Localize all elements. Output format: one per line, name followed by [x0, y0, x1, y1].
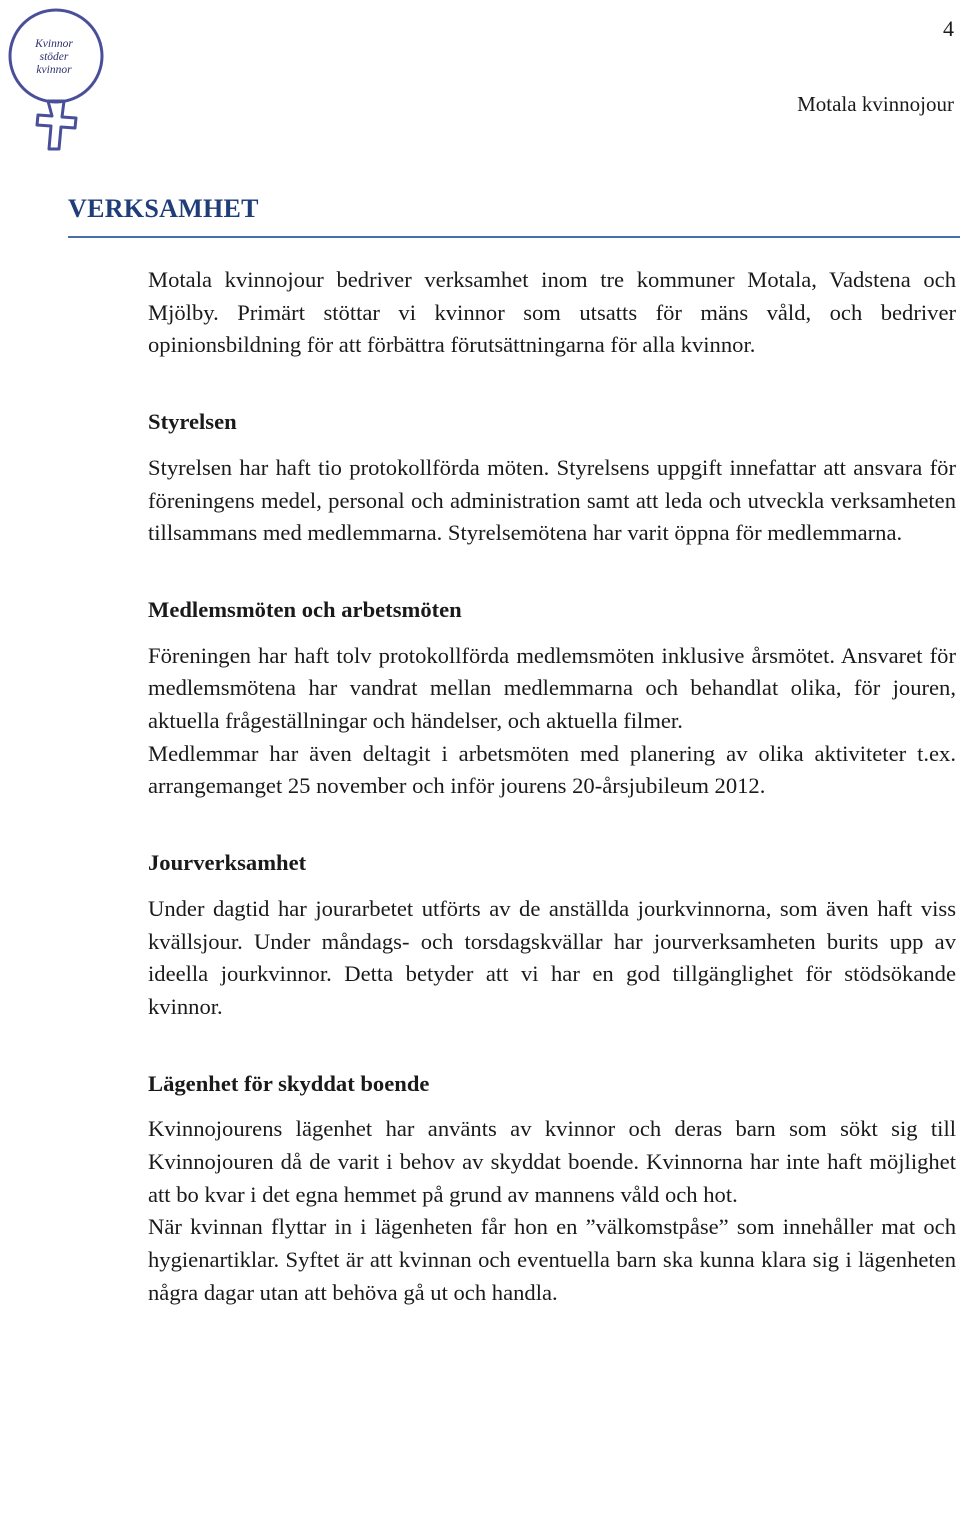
section-paragraph: Medlemmar har även deltagit i arbetsmöten med planering av olika aktiviteter t.ex. arrangemanget 25 november och inför jourens 20-årsjubileum 2012.	[148, 740, 956, 799]
organization-logo	[4, 4, 108, 152]
document-body	[148, 264, 956, 1310]
header-organization-name: Motala kvinnojour	[797, 92, 954, 116]
intro-paragraph: Motala kvinnojour bedriver verksamhet inom tre kommuner Motala, Vadstena och Mjölby. Primärt stöttar vi kvinnor som utsatts för mäns våld, och bedriver opinionsbildning för att förbättra förutsättningarna för alla kvinnor.	[148, 267, 956, 358]
section-paragraph: När kvinnan flyttar in i lägenheten får hon en ”välkomstpåse” som innehåller mat och hygienartiklar. Syftet är att kvinnan och eventuella barn ska kunna klara sig i lägenheten några dagar utan att behöva gå ut och handla.	[148, 1214, 956, 1305]
page-number: 4	[943, 16, 954, 41]
section-heading-jourverksamhet: Jourverksamhet	[148, 850, 307, 876]
section-heading-medlemsmoten: Medlemsmöten och arbetsmöten	[148, 596, 462, 622]
section-heading-lagenhet: Lägenhet för skyddat boende	[148, 1070, 430, 1096]
logo-line: kvinnor	[36, 64, 72, 76]
section-heading-styrelsen: Styrelsen	[148, 409, 237, 435]
venus-symbol-icon	[4, 4, 108, 152]
section-paragraph: Föreningen har haft tolv protokollförda medlemsmöten inklusive årsmötet. Ansvaret för medlemsmötena har vandrat mellan medlemmarna och behandlat olika, för jouren, aktuella frågeställningar och händelser, och aktuella filmer.	[148, 642, 956, 734]
logo-text	[4, 38, 104, 77]
logo-line: stöder	[39, 51, 69, 63]
section-paragraph: Under dagtid har jourarbetet utförts av de anställda jourkvinnorna, som även haft viss kvällsjour. Under måndags- och torsdagskvällar har jourverksamheten burits upp av ideella jourkvinnor. Detta betyder att vi har en god tillgänglighet för stödsökande kvinnor.	[148, 895, 956, 1019]
title-divider	[68, 236, 960, 238]
section-paragraph: Kvinnojourens lägenhet har använts av kvinnor och deras barn som sökt sig till Kvinnojouren då de varit i behov av skyddat boende. Kvinnorna har inte haft möjlighet att bo kvar i det egna hemmet på grund av mannens våld och hot.	[148, 1116, 956, 1207]
section-paragraph: Styrelsen har haft tio protokollförda möten. Styrelsens uppgift innefattar att ansvara för föreningens medel, personal och administration samt att leda och utveckla verksamheten tillsammans med medlemmarna. Styrelsemötena har varit öppna för medlemmarna.	[148, 454, 956, 546]
logo-line: Kvinnor	[35, 38, 73, 50]
page-title: VERKSAMHET	[68, 194, 259, 223]
